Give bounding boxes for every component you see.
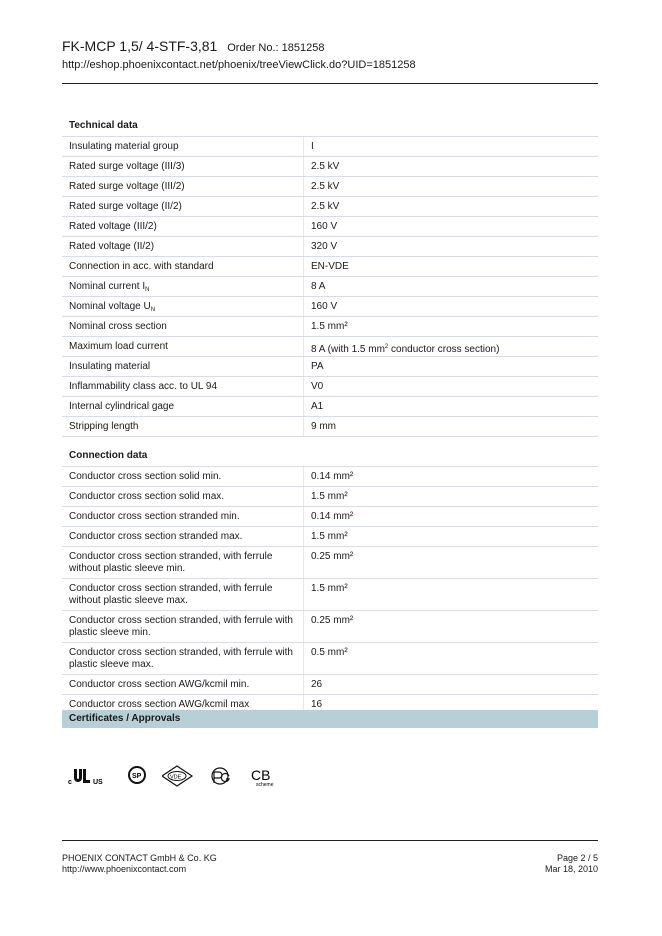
connection-label: Conductor cross section stranded, with ferrule with plastic sleeve max. — [62, 643, 304, 674]
svg-text:c: c — [68, 779, 72, 786]
spec-label: Connection in acc. with standard — [62, 257, 304, 276]
spec-label: Rated voltage (II/2) — [62, 237, 304, 256]
spec-value: 2.5 kV — [311, 201, 340, 212]
spec-content — [62, 116, 598, 715]
connection-label: Conductor cross section solid max. — [62, 487, 304, 506]
spec-label: Rated surge voltage (II/2) — [62, 197, 304, 216]
spec-label: Internal cylindrical gage — [62, 397, 304, 416]
spec-value: PA — [311, 361, 324, 372]
technical-data-table — [62, 136, 598, 437]
spec-value: 320 V — [311, 241, 338, 252]
table-row — [62, 157, 598, 177]
spec-value: EN-VDE — [311, 261, 349, 272]
table-row — [62, 417, 598, 437]
connection-label: Conductor cross section stranded, with ferrule without plastic sleeve min. — [62, 547, 304, 578]
table-row — [62, 197, 598, 217]
certificates-bar — [62, 710, 598, 728]
connection-label: Conductor cross section stranded max. — [62, 527, 304, 546]
spec-label: Rated surge voltage (III/3) — [62, 157, 304, 176]
spec-value: 9 mm — [311, 421, 336, 432]
product-url[interactable]: http://eshop.phoenixcontact.net/phoenix/treeViewClick.do?UID=1851258 — [62, 59, 416, 71]
connection-value: 0.14 mm² — [311, 511, 354, 522]
connection-value: 0.25 mm² — [311, 551, 354, 562]
spec-value: 8 A (with 1.5 $mm^2$ conductor cross section) — [311, 344, 500, 355]
table-row — [62, 466, 598, 487]
footer-website[interactable]: http://www.phoenixcontact.com — [62, 864, 187, 874]
spec-value: V0 — [311, 381, 324, 392]
connection-value: 1.5 mm² — [311, 531, 348, 542]
footer-page: Page 2 / 5 — [556, 853, 598, 863]
table-row — [62, 507, 598, 527]
spec-label: Nominal voltage $U_N$ — [62, 297, 304, 316]
cb-scheme-icon — [250, 742, 294, 792]
technical-data-title: Technical data — [69, 120, 138, 131]
table-row — [62, 337, 598, 357]
svg-text:scheme: scheme — [256, 782, 274, 788]
spec-label: Rated surge voltage (III/2) — [62, 177, 304, 196]
spec-value: 160 V — [311, 221, 338, 232]
table-row — [62, 527, 598, 547]
table-row — [62, 579, 598, 611]
connection-value: 1.5 mm² — [311, 583, 348, 594]
table-row — [62, 237, 598, 257]
connection-value: 0.25 mm² — [311, 615, 354, 626]
spec-value: I — [311, 141, 314, 152]
footer-date: Mar 18, 2010 — [544, 864, 598, 874]
table-row — [62, 397, 598, 417]
spec-value: 1.5 mm² — [311, 321, 348, 332]
table-row — [62, 177, 598, 197]
spec-label: Inflammability class acc. to UL 94 — [62, 377, 304, 396]
title-line — [62, 38, 598, 57]
certificates-title: Certificates / Approvals — [69, 713, 181, 724]
order-number: Order No.: 1851258 — [227, 42, 325, 54]
connection-data-title: Connection data — [69, 450, 148, 461]
document-header — [62, 38, 598, 73]
connection-label: Conductor cross section AWG/kcmil max — [62, 695, 304, 714]
table-row — [62, 297, 598, 317]
spec-value: 2.5 kV — [311, 161, 340, 172]
svg-text:SP: SP — [132, 773, 142, 780]
spec-label: Nominal cross section — [62, 317, 304, 336]
connection-value: 1.5 mm² — [311, 491, 348, 502]
spec-value: 8 A — [311, 281, 326, 292]
table-row — [62, 487, 598, 507]
connection-data-table — [62, 466, 598, 715]
connection-label: Conductor cross section stranded, with ferrule without plastic sleeve max. — [62, 579, 304, 610]
pse-icon — [208, 742, 252, 792]
spec-label: Insulating material group — [62, 137, 304, 156]
cul-us-icon — [66, 742, 110, 792]
svg-text:CB: CB — [251, 767, 271, 783]
connection-label: Conductor cross section stranded min. — [62, 507, 304, 526]
table-row — [62, 277, 598, 297]
table-row — [62, 136, 598, 157]
table-row — [62, 547, 598, 579]
table-row — [62, 611, 598, 643]
svg-text:US: US — [93, 779, 103, 786]
connection-label: Conductor cross section AWG/kcmil min. — [62, 675, 304, 694]
table-row — [62, 257, 598, 277]
spec-label: Stripping length — [62, 417, 304, 436]
approval-logos — [66, 742, 286, 792]
vde-icon — [162, 742, 206, 792]
connection-value: 0.5 mm² — [311, 647, 348, 658]
svg-text:VDE: VDE — [170, 774, 182, 781]
spec-value: 160 V — [311, 301, 338, 312]
spec-label: Insulating material — [62, 357, 304, 376]
spec-label: Maximum load current — [62, 337, 304, 356]
spec-value: A1 — [311, 401, 324, 412]
table-row — [62, 217, 598, 237]
table-row — [62, 643, 598, 675]
table-row — [62, 357, 598, 377]
spec-label: Nominal current $I_N$ — [62, 277, 304, 296]
connection-label: Conductor cross section stranded, with ferrule with plastic sleeve min. — [62, 611, 304, 642]
table-row — [62, 675, 598, 695]
connection-value: 0.14 mm² — [311, 471, 354, 482]
connection-label: Conductor cross section solid min. — [62, 467, 304, 486]
footer-company: PHOENIX CONTACT GmbH & Co. KG — [62, 853, 217, 863]
spec-label: Rated voltage (III/2) — [62, 217, 304, 236]
footer-divider — [62, 840, 598, 841]
spec-value: 2.5 kV — [311, 181, 340, 192]
connection-value: 26 — [311, 679, 323, 690]
connection-value: 16 — [311, 699, 323, 710]
table-row — [62, 317, 598, 337]
product-title: FK-MCP 1,5/ 4-STF-3,81 — [62, 38, 218, 54]
table-row — [62, 377, 598, 397]
header-divider — [62, 83, 598, 84]
